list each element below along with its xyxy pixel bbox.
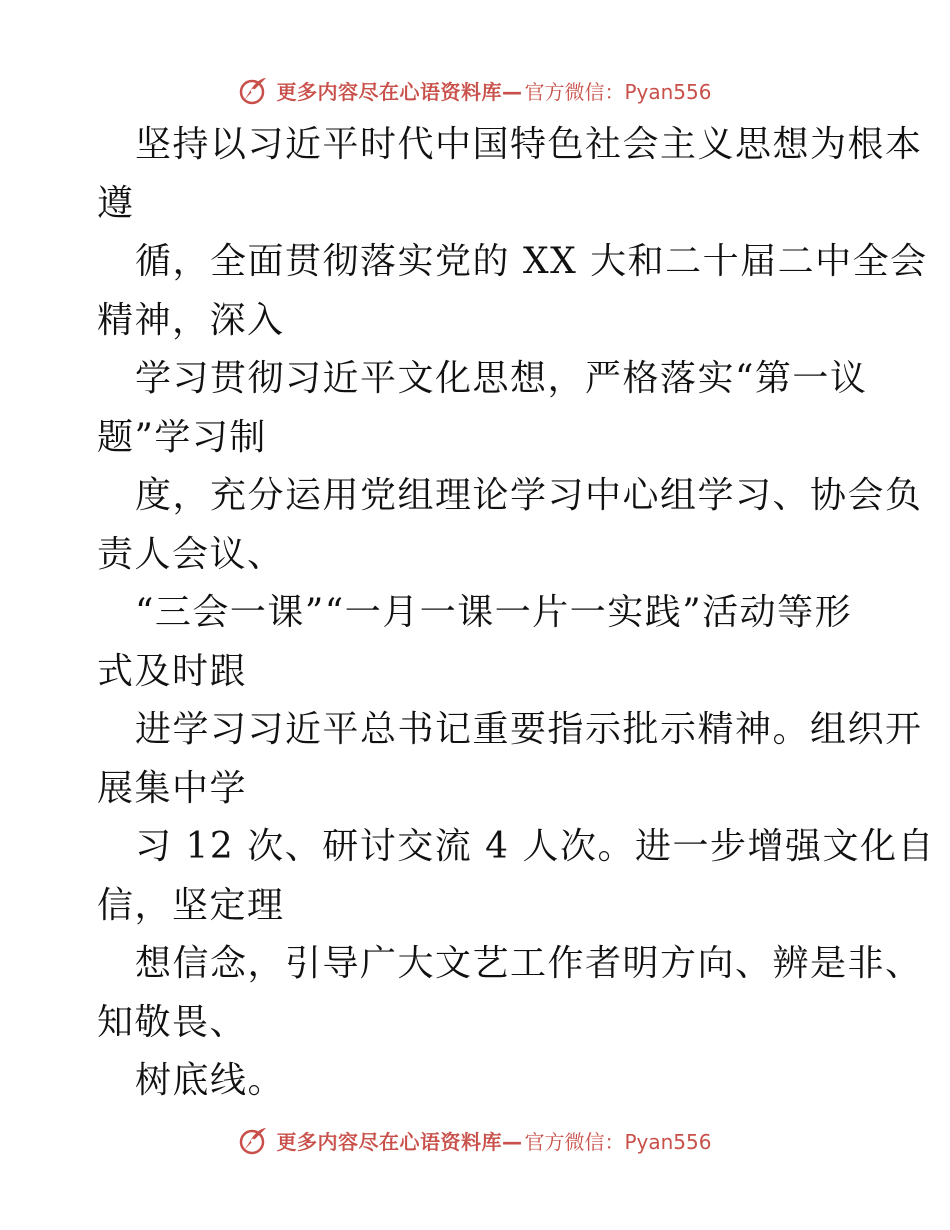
text-line: 知敬畏、 xyxy=(97,1001,248,1043)
text-line: 遵 xyxy=(97,182,135,224)
text-line: 树底线。 xyxy=(135,1060,286,1101)
text-line: 习 12 次、研讨交流 4 人次。进一步增强文化自 xyxy=(135,826,935,867)
text-line: 学习贯彻习近平文化思想，严格落实“第一议 xyxy=(135,358,868,399)
header-banner xyxy=(0,70,950,110)
header-brand-text: 更多内容尽在心语资料库— xyxy=(276,79,523,104)
feather-circle-logo-icon xyxy=(238,74,270,106)
text-line: 想信念，引导广大文艺工作者明方向、辨是非、 xyxy=(135,943,923,984)
text-line: 进学习习近平总书记重要指示批示精神。组织开 xyxy=(135,709,923,750)
text-line: 度，充分运用党组理论学习中心组学习、协会负 xyxy=(135,475,923,516)
text-line: 题”学习制 xyxy=(97,416,267,458)
footer-banner xyxy=(0,1120,950,1160)
footer-brand-text: 更多内容尽在心语资料库— xyxy=(276,1129,523,1154)
text-line: 责人会议、 xyxy=(97,533,285,575)
text-line: 信，坚定理 xyxy=(97,884,285,926)
header-wechat-text: 官方微信：Pyan556 xyxy=(524,79,712,104)
text-line: 坚持以习近平时代中国特色社会主义思想为根本 xyxy=(135,124,923,165)
text-line: “三会一课”“一月一课一片一实践”活动等形 xyxy=(135,592,853,633)
feather-circle-logo-icon xyxy=(238,1124,270,1156)
text-line: 展集中学 xyxy=(97,767,248,809)
text-line: 式及时跟 xyxy=(97,650,248,692)
text-line: 循，全面贯彻落实党的 XX 大和二十届二中全会 xyxy=(135,241,928,282)
document-body xyxy=(97,116,935,1111)
text-line: 精神，深入 xyxy=(97,299,285,341)
footer-wechat-text: 官方微信：Pyan556 xyxy=(524,1129,712,1154)
